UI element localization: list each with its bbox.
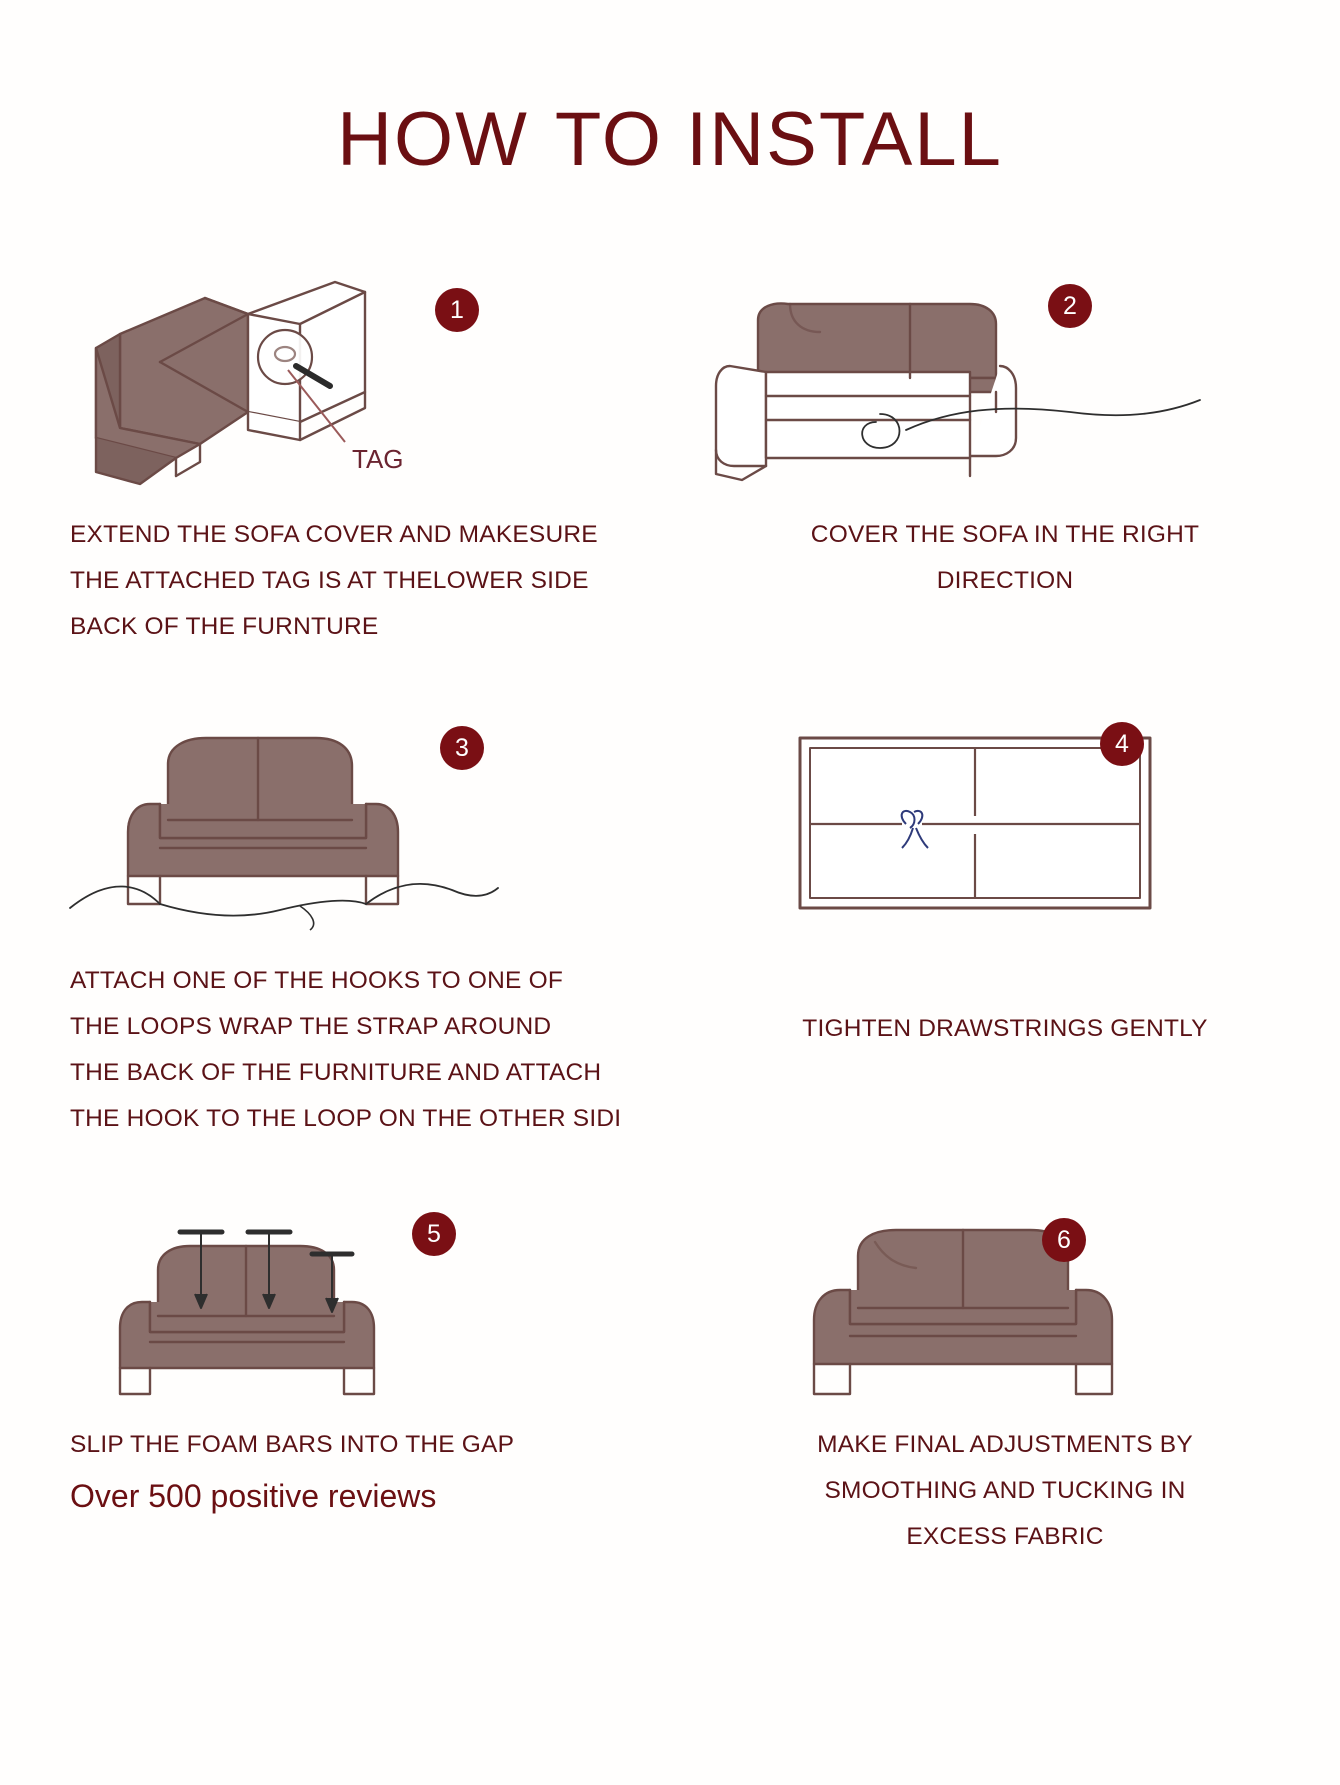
step-5-badge: 5 [412, 1212, 456, 1256]
page-title [0, 96, 1340, 183]
step-2-badge: 2 [1048, 284, 1092, 328]
step-1-line-3: BACK OF THE FURNTURE [70, 613, 379, 640]
step-6-line-2: SMOOTHING AND TUCKING IN [824, 1477, 1186, 1504]
step-4-illustration-area [670, 708, 1340, 958]
step-2-caption [670, 512, 1340, 604]
step-3 [0, 708, 670, 1142]
step-3-line-2: THE LOOPS WRAP THE STRAP AROUND [70, 1013, 552, 1040]
sofa-covered-direction-illustration [670, 262, 1340, 512]
step-4 [670, 708, 1340, 1142]
step-3-illustration-area [0, 708, 670, 958]
tag-annotation: TAG [352, 444, 404, 474]
steps-row-3 [0, 1212, 1340, 1560]
step-5 [0, 1212, 670, 1560]
step-4-badge: 4 [1100, 722, 1144, 766]
step-6-badge: 6 [1042, 1218, 1086, 1262]
foam-bars-illustration [0, 1212, 670, 1422]
step-6-illustration-area [670, 1212, 1340, 1422]
sofa-strap-hooks-illustration [0, 708, 670, 958]
page-title-part2: TO INSTALL [554, 97, 1003, 182]
step-3-line-1: ATTACH ONE OF THE HOOKS TO ONE OF [70, 967, 564, 994]
step-4-line-1: TIGHTEN DRAWSTRINGS GENTLY [802, 1015, 1208, 1042]
step-2-line-1: COVER THE SOFA IN THE RIGHT [810, 521, 1200, 548]
step-5-caption [0, 1422, 670, 1468]
step-3-caption [0, 958, 670, 1142]
step-2 [670, 262, 1340, 650]
sofa-cover-tag-illustration [0, 262, 670, 512]
step-2-illustration-area [670, 262, 1340, 512]
step-6 [670, 1212, 1340, 1560]
drawstring-underside-illustration [670, 708, 1340, 958]
step-1-line-2: THE ATTACHED TAG IS AT THELOWER SIDE [70, 567, 589, 594]
step-6-line-1: MAKE FINAL ADJUSTMENTS BY [817, 1431, 1193, 1458]
finished-sofa-illustration [670, 1212, 1340, 1422]
step-3-badge: 3 [440, 726, 484, 770]
step-5-line-1: SLIP THE FOAM BARS INTO THE GAP [70, 1431, 515, 1458]
step-6-line-3: EXCESS FABRIC [906, 1523, 1104, 1550]
step-3-line-3: THE BACK OF THE FURNITURE AND ATTACH [70, 1059, 602, 1086]
steps-row-1 [0, 262, 1340, 650]
step-5-illustration-area [0, 1212, 670, 1422]
step-6-caption [670, 1422, 1340, 1560]
step-1-caption [0, 512, 670, 650]
step-1 [0, 262, 670, 650]
step-1-illustration-area [0, 262, 670, 512]
step-2-line-2: DIRECTION [936, 567, 1074, 594]
step-1-line-1: EXTEND THE SOFA COVER AND MAKESURE [70, 521, 598, 548]
reviews-text: Over 500 positive reviews [70, 1478, 437, 1514]
steps-grid [0, 262, 1340, 1560]
step-3-line-4: THE HOOK TO THE LOOP ON THE OTHER SIDI [70, 1105, 622, 1132]
step-1-badge: 1 [435, 288, 479, 332]
steps-row-2 [0, 708, 1340, 1142]
page-title-part1: HOW [337, 97, 529, 182]
step-4-caption [670, 1006, 1340, 1052]
